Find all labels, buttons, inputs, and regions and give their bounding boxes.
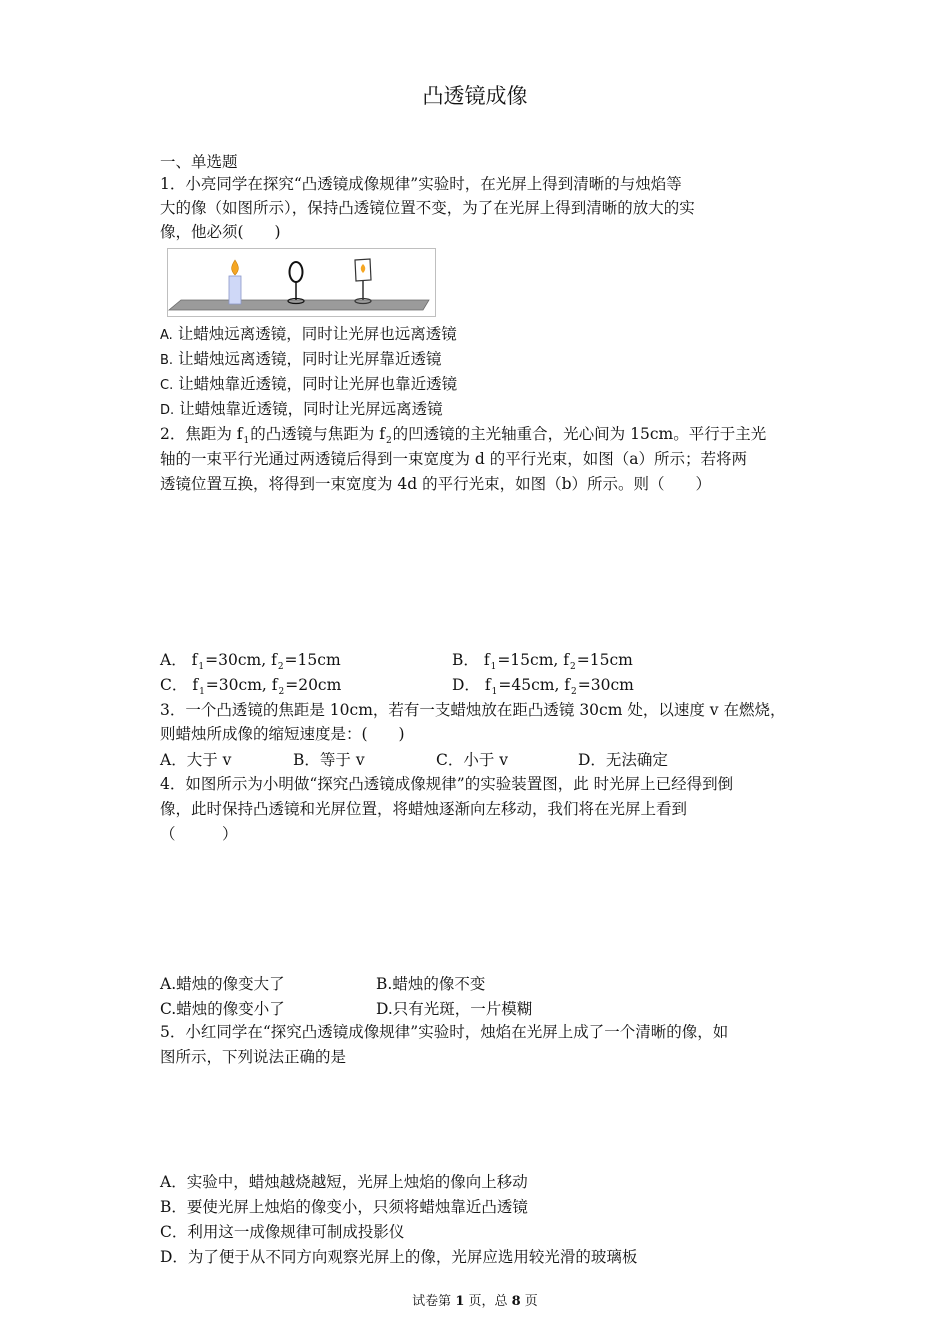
option-a[interactable]: A．实验中，蜡烛越烧越短，光屏上烛焰的像向上移动 <box>160 1173 528 1191</box>
option-c[interactable]: C.蜡烛的像变小了 <box>160 1000 285 1018</box>
optical-bench <box>169 300 429 310</box>
question-5-line: 5．小红同学在“探究凸透镜成像规律”实验时，烛焰在光屏上成了一个清晰的像，如 <box>160 1023 729 1041</box>
question-1-line: 大的像（如图所示），保持凸透镜位置不变，为了在光屏上得到清晰的放大的实 <box>160 199 695 217</box>
option-a[interactable]: A．大于 v <box>160 751 232 769</box>
question-1-line: 像，他必须( ) <box>160 223 281 241</box>
option-b[interactable]: B． $f_1=15cm$, $f_2=15cm$ <box>452 651 633 672</box>
option-d[interactable]: D. 让蜡烛靠近透镜，同时让光屏远离透镜 <box>160 400 443 418</box>
section-heading: 一、单选题 <box>160 153 238 171</box>
option-d[interactable]: D．无法确定 <box>578 751 668 769</box>
question-3-line: 则蜡烛所成像的缩短速度是：( ) <box>160 725 405 743</box>
option-a[interactable]: A. 让蜡烛远离透镜，同时让光屏也远离透镜 <box>160 325 457 343</box>
option-b[interactable]: B．要使光屏上烛焰的像变小，只须将蜡烛靠近凸透镜 <box>160 1198 528 1216</box>
option-d[interactable]: D．为了便于从不同方向观察光屏上的像，光屏应选用较光滑的玻璃板 <box>160 1248 638 1266</box>
candle-icon <box>229 276 241 304</box>
page-title: 凸透镜成像 <box>422 84 528 108</box>
option-c[interactable]: C． $f_1=30cm$, $f_2=20cm$ <box>160 676 342 697</box>
optical-bench-figure <box>167 248 437 318</box>
question-1-line: 1．小亮同学在探究“凸透镜成像规律”实验时，在光屏上得到清晰的与烛焰等 <box>160 175 682 193</box>
question-4-line: 4．如图所示为小明做“探究凸透镜成像规律”的实验装置图，此 时光屏上已经得到倒 <box>160 775 734 793</box>
option-b[interactable]: B．等于 v <box>293 751 365 769</box>
option-c[interactable]: C. 让蜡烛靠近透镜，同时让光屏也靠近透镜 <box>160 375 458 393</box>
option-c[interactable]: C．小于 v <box>436 751 509 769</box>
option-b[interactable]: B. 让蜡烛远离透镜，同时让光屏靠近透镜 <box>160 350 442 368</box>
option-d[interactable]: D.只有光斑，一片模糊 <box>376 1000 533 1018</box>
question-2-line: 轴的一束平行光通过两透镜后得到一束宽度为 d 的平行光束，如图（a）所示；若将两 <box>160 450 748 468</box>
question-2-line: 透镜位置互换，将得到一束宽度为 4d 的平行光束，如图（b）所示。则（ ） <box>160 475 712 493</box>
question-4-line: （ ） <box>160 825 238 843</box>
option-a[interactable]: A.蜡烛的像变大了 <box>160 975 285 993</box>
option-b[interactable]: B.蜡烛的像不变 <box>376 975 486 993</box>
option-c[interactable]: C．利用这一成像规律可制成投影仪 <box>160 1223 405 1241</box>
page-footer: 试卷第 1 页，总 8 页 <box>412 1294 538 1309</box>
option-d[interactable]: D． $f_1=45cm$, $f_2=30cm$ <box>452 676 634 697</box>
question-2-line: 2．焦距为 $f_1$的凸透镜与焦距为 $f_2$的凹透镜的主光轴重合，光心间为 15cm。平行于主光 <box>160 425 767 446</box>
question-4-line: 像，此时保持凸透镜和光屏位置，将蜡烛逐渐向左移动，我们将在光屏上看到 <box>160 800 688 818</box>
option-a[interactable]: A． $f_1=30cm$, $f_2=15cm$ <box>160 651 341 672</box>
question-5-line: 图所示，下列说法正确的是 <box>160 1048 347 1066</box>
question-3-line: 3．一个凸透镜的焦距是 10cm，若有一支蜡烛放在距凸透镜 30cm 处，以速度 v 在燃烧， <box>160 701 786 719</box>
